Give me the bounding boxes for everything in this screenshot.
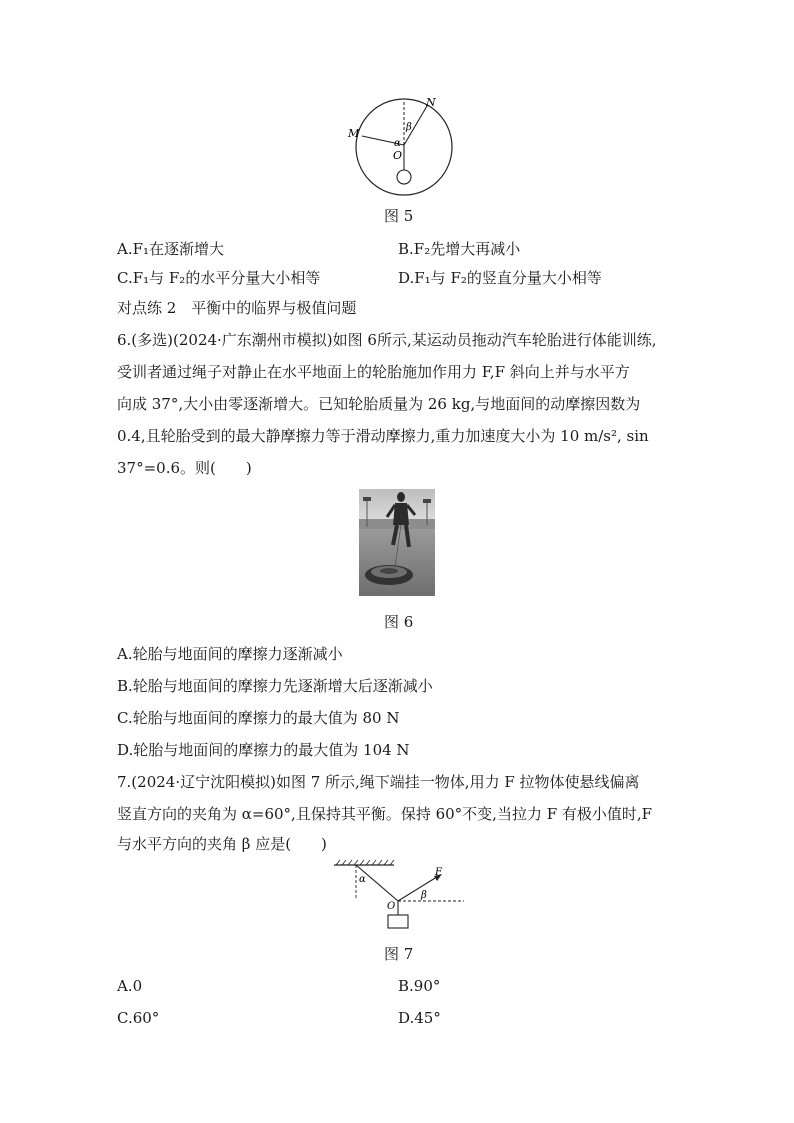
q7-line-1: 7.(2024·辽宁沈阳模拟)如图 7 所示,绳下端挂一物体,用力 F 拉物体使悬线偏离 [117, 773, 640, 791]
q7-line-3: 与水平方向的夹角 β 应是( ) [117, 835, 327, 853]
q6-option-a: A.轮胎与地面间的摩擦力逐渐减小 [117, 645, 343, 663]
figure-6-photo [359, 489, 435, 596]
figure-5-ball [397, 170, 411, 184]
q6-line-3: 向成 37°,大小由零逐渐增大。已知轮胎质量为 26 kg,与地面间的动摩擦因数为 [117, 395, 641, 413]
figure-5-label-beta: β [406, 122, 412, 133]
section-title: 对点练 2 平衡中的临界与极值问题 [117, 299, 357, 317]
figure-7-label-alpha: α [359, 874, 366, 885]
figure-7-label-beta: β [421, 890, 427, 901]
figure-6-caption: 图 6 [384, 613, 414, 631]
q6-line-5: 37°=0.6。则( ) [117, 459, 252, 477]
q6-option-d: D.轮胎与地面间的摩擦力的最大值为 104 N [117, 741, 410, 759]
q7-option-b: B.90° [398, 977, 441, 995]
figure-5-label-O: O [393, 149, 403, 162]
q7-option-c: C.60° [117, 1009, 160, 1027]
figure-7-block [388, 915, 408, 928]
q5-option-c: C.F₁与 F₂的水平分量大小相等 [117, 269, 321, 287]
figure-7-caption: 图 7 [384, 945, 414, 963]
q5-option-b: B.F₂先增大再减小 [398, 240, 521, 258]
figure-5-label-alpha: α [394, 138, 401, 149]
figure-5-diagram [340, 94, 470, 204]
figure-7-label-O: O [387, 901, 396, 912]
figure-5-label-M: M [348, 127, 360, 140]
figure-7-force-F [398, 875, 440, 901]
figure-7-diagram [330, 858, 470, 934]
q7-option-a: A.0 [117, 977, 143, 995]
q6-line-2: 受训者通过绳子对静止在水平地面上的轮胎施加作用力 F,F 斜向上并与水平方 [117, 363, 630, 381]
q5-option-d: D.F₁与 F₂的竖直分量大小相等 [398, 269, 602, 287]
figure-7-label-F: F [435, 867, 442, 878]
q6-option-b: B.轮胎与地面间的摩擦力先逐渐增大后逐渐减小 [117, 677, 433, 695]
q6-line-4: 0.4,且轮胎受到的最大静摩擦力等于滑动摩擦力,重力加速度大小为 10 m/s², sin [117, 427, 649, 445]
q7-option-d: D.45° [398, 1009, 441, 1027]
q5-option-a: A.F₁在逐渐增大 [117, 240, 225, 258]
figure-5-caption: 图 5 [384, 207, 414, 225]
q6-option-c: C.轮胎与地面间的摩擦力的最大值为 80 N [117, 709, 400, 727]
q7-line-2: 竖直方向的夹角为 α=60°,且保持其平衡。保持 60°不变,当拉力 F 有极小值时,F [117, 805, 653, 823]
figure-5-label-N: N [426, 96, 436, 109]
q6-line-1: 6.(多选)(2024·广东潮州市模拟)如图 6所示,某运动员拖动汽车轮胎进行体能训练, [117, 331, 657, 349]
